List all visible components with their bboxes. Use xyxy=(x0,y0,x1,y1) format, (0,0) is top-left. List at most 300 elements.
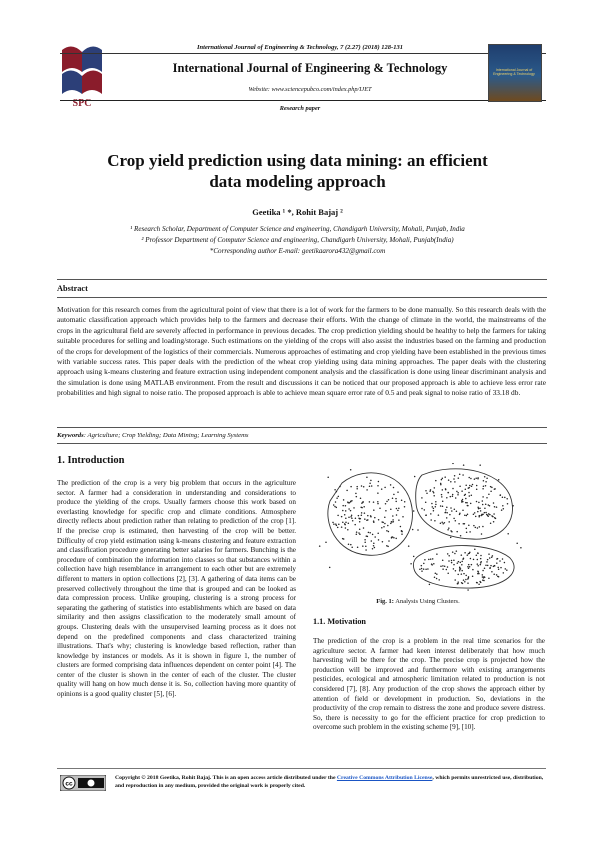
cluster-point xyxy=(432,491,434,493)
journal-website[interactable]: Website: www.sciencepubco.com/index.php/IJET xyxy=(248,86,372,93)
header-divider xyxy=(60,53,546,54)
cluster-point xyxy=(356,534,358,536)
cluster-point xyxy=(453,560,455,562)
author-list: Geetika ¹ *, Rohit Bajaj ² xyxy=(252,207,343,217)
outlier-point xyxy=(350,469,352,471)
cluster-point xyxy=(448,527,450,529)
cluster-point xyxy=(498,576,500,578)
keywords-list: : Agriculture; Crop Yielding; Data Mining; Learning Systems xyxy=(83,432,249,439)
cluster-point xyxy=(475,477,477,479)
cluster-point xyxy=(430,513,432,515)
cluster-point xyxy=(483,580,485,582)
cluster-point xyxy=(459,473,461,475)
cluster-point xyxy=(471,495,473,497)
cluster-point xyxy=(369,501,371,503)
cluster-point xyxy=(461,561,463,563)
cluster-point xyxy=(347,501,349,503)
outlier-point xyxy=(499,494,501,496)
cluster-point xyxy=(453,478,455,480)
cluster-point xyxy=(366,519,368,521)
outlier-point xyxy=(336,491,338,493)
cluster-point xyxy=(369,532,371,534)
cluster-point xyxy=(507,503,509,505)
cluster-point xyxy=(404,501,406,503)
cluster-point xyxy=(451,560,453,562)
cluster-point xyxy=(475,527,477,529)
outlier-point xyxy=(339,486,341,488)
cluster-point xyxy=(404,506,406,508)
outlier-point xyxy=(459,568,461,570)
cluster-point xyxy=(452,496,454,498)
cluster-point xyxy=(471,485,473,487)
affiliation-2: ² Professor Department of Computer Science and engineering, Chandigarh University, Mohali, Punjab(India) xyxy=(141,236,454,244)
cluster-point xyxy=(453,568,455,570)
outlier-point xyxy=(329,567,331,569)
keywords xyxy=(57,432,546,439)
cluster-point xyxy=(441,479,443,481)
cluster-point xyxy=(496,506,498,508)
cluster-point xyxy=(457,574,459,576)
cluster-point xyxy=(489,505,491,507)
cluster-point xyxy=(441,496,443,498)
cluster-point xyxy=(494,506,496,508)
footer-divider xyxy=(57,768,546,769)
cluster-point xyxy=(499,560,501,562)
title-line-2: data modeling approach xyxy=(209,172,386,191)
cluster-point xyxy=(472,484,474,486)
cluster-point xyxy=(348,522,350,524)
cluster-point xyxy=(446,497,448,499)
cluster-point xyxy=(357,546,359,548)
cluster-point xyxy=(436,573,438,575)
cluster-point xyxy=(401,499,403,501)
outlier-point xyxy=(478,583,480,585)
cluster-point xyxy=(397,510,399,512)
cluster-point xyxy=(364,541,366,543)
cluster-point xyxy=(467,505,469,507)
cluster-point xyxy=(449,514,451,516)
cluster-point xyxy=(398,508,400,510)
cluster-point xyxy=(461,564,463,566)
cluster-point xyxy=(464,581,466,583)
cluster-point xyxy=(419,569,421,571)
cluster-point xyxy=(454,508,456,510)
cluster-point xyxy=(377,485,379,487)
cluster-point xyxy=(445,509,447,511)
cluster-point xyxy=(392,519,394,521)
cluster-point xyxy=(390,523,392,525)
cluster-point xyxy=(489,567,491,569)
cluster-point xyxy=(366,535,368,537)
cluster-point xyxy=(440,522,442,524)
cluster-point xyxy=(362,501,364,503)
cluster-point xyxy=(482,504,484,506)
cluster-point xyxy=(456,531,458,533)
cluster-point xyxy=(387,546,389,548)
cluster-point xyxy=(332,522,334,524)
svg-text:cc: cc xyxy=(65,780,73,788)
affiliation-1: ¹ Research Scholar, Department of Computer Science and engineering, Chandigarh University, Mohali, Punjab, India xyxy=(130,225,465,233)
cluster-point xyxy=(496,562,498,564)
cluster-point xyxy=(421,565,423,567)
cluster-point xyxy=(440,566,442,568)
cluster-point xyxy=(359,521,361,523)
cluster-point xyxy=(465,575,467,577)
article-title xyxy=(80,150,515,192)
cluster-point xyxy=(424,559,426,561)
outlier-point xyxy=(476,582,478,584)
cluster-point xyxy=(341,526,343,528)
cluster-point xyxy=(490,565,492,567)
cluster-point xyxy=(492,555,494,557)
license-link[interactable]: Creative Commons Attribution License xyxy=(336,775,433,781)
cluster-point xyxy=(484,512,486,513)
cluster-point xyxy=(467,554,469,556)
cluster-point xyxy=(355,518,357,520)
cluster-point xyxy=(344,524,346,526)
cluster-point xyxy=(492,516,494,518)
cluster-point xyxy=(493,513,495,515)
cluster-point xyxy=(488,578,490,580)
cluster-point xyxy=(452,488,454,490)
cluster-point xyxy=(351,500,353,502)
cluster-point xyxy=(442,565,444,567)
outlier-point xyxy=(469,485,471,487)
cluster-point xyxy=(476,501,478,503)
abstract-bottom-rule xyxy=(57,427,547,428)
cluster-point xyxy=(423,563,425,565)
cluster-point xyxy=(477,527,479,529)
section-heading-motivation: 1.1. Motivation xyxy=(313,617,366,626)
cluster-point xyxy=(351,517,353,519)
outlier-point xyxy=(460,535,462,537)
cluster-point xyxy=(396,508,398,510)
cluster-point xyxy=(455,497,457,499)
outlier-point xyxy=(408,545,410,547)
outlier-point xyxy=(474,548,476,550)
corresponding-author: *Corresponding author E-mail: geetikaarora432@gmail.com xyxy=(209,247,386,255)
cluster-point xyxy=(505,568,507,570)
cluster-point xyxy=(426,492,428,494)
cluster-point xyxy=(361,502,363,504)
cluster-point xyxy=(348,516,350,518)
cluster-point xyxy=(458,523,460,525)
logo-text: SPC xyxy=(72,98,92,108)
cluster-point xyxy=(473,514,475,516)
cluster-point xyxy=(459,566,461,568)
cluster-point xyxy=(455,570,457,572)
cluster-point xyxy=(355,493,357,495)
cluster-point xyxy=(395,501,397,503)
cluster-point xyxy=(396,514,398,516)
cluster-point xyxy=(484,568,486,570)
outlier-point xyxy=(325,542,327,544)
cluster-point xyxy=(353,507,355,509)
cluster-point xyxy=(500,567,502,569)
keywords-rule xyxy=(57,443,547,444)
cluster-point xyxy=(494,565,496,567)
cluster-point xyxy=(372,548,374,550)
outlier-point xyxy=(479,464,481,466)
cluster-point xyxy=(466,515,468,517)
cluster-point xyxy=(458,561,460,563)
cluster-point xyxy=(436,553,438,555)
cluster-point xyxy=(497,567,499,569)
cluster-point xyxy=(487,559,489,561)
cluster-point xyxy=(462,509,464,511)
cluster-point xyxy=(448,560,450,562)
cluster-point xyxy=(424,509,426,511)
cluster-point xyxy=(479,515,481,517)
cluster-point xyxy=(451,510,453,512)
cluster-point xyxy=(450,496,452,498)
cluster-point xyxy=(343,499,345,501)
cluster-point xyxy=(446,512,448,514)
cluster-point xyxy=(487,514,489,516)
cluster-point xyxy=(470,558,472,560)
cluster-point xyxy=(393,537,395,539)
cluster-point xyxy=(390,484,392,486)
cluster-point xyxy=(438,514,440,516)
cluster-point xyxy=(333,504,335,506)
cluster-point xyxy=(486,478,488,480)
cluster-point xyxy=(336,525,338,527)
cluster-point xyxy=(342,510,344,512)
cluster-point xyxy=(381,521,383,523)
cluster-point xyxy=(466,502,468,504)
cluster-point xyxy=(350,544,352,546)
cluster-point xyxy=(347,529,349,531)
cluster-point xyxy=(493,521,495,523)
cluster-point xyxy=(469,551,471,553)
cluster-point xyxy=(360,497,362,499)
cluster-point xyxy=(371,540,373,542)
cluster-point xyxy=(385,510,387,512)
cluster-point xyxy=(351,514,353,516)
cluster-point xyxy=(478,508,480,510)
cluster-point xyxy=(448,479,450,481)
cluster-point xyxy=(435,501,437,503)
cluster-point xyxy=(425,568,427,570)
cluster-point xyxy=(440,483,442,485)
cluster-point xyxy=(384,487,386,489)
cluster-point xyxy=(464,523,466,525)
cluster-point xyxy=(435,504,437,506)
cluster-point xyxy=(373,543,375,545)
cluster-point xyxy=(488,494,490,496)
outlier-point xyxy=(467,589,469,591)
cluster-point xyxy=(470,478,472,480)
cluster-point xyxy=(473,525,475,527)
cluster-point xyxy=(491,571,493,573)
cluster-point xyxy=(354,524,356,526)
cluster-point xyxy=(470,503,472,505)
cluster-point xyxy=(468,492,470,494)
cluster-point xyxy=(430,558,432,560)
cluster-point xyxy=(447,492,449,494)
outlier-point xyxy=(410,563,412,565)
outlier-point xyxy=(412,529,414,531)
outlier-point xyxy=(336,497,338,499)
cluster-point xyxy=(488,553,490,555)
cluster-point xyxy=(465,485,467,487)
cluster-point xyxy=(373,520,375,522)
cluster-point xyxy=(464,514,466,516)
cluster-point xyxy=(359,534,361,536)
cluster-point xyxy=(465,494,467,496)
cluster-point xyxy=(503,508,505,510)
cluster-point xyxy=(477,507,479,509)
cluster-point xyxy=(395,498,397,500)
cluster-point xyxy=(472,569,474,571)
cluster-point xyxy=(445,488,447,490)
paper-type: Research paper xyxy=(279,105,321,112)
cluster-point xyxy=(496,574,498,576)
cluster-point xyxy=(476,554,478,556)
cluster-point xyxy=(358,532,360,534)
cluster-point xyxy=(356,486,358,488)
cluster-point xyxy=(381,527,383,529)
cluster-point xyxy=(362,545,364,547)
cluster-point xyxy=(454,553,456,555)
cluster-point xyxy=(377,503,379,505)
cluster-point xyxy=(446,569,448,571)
cluster-point xyxy=(490,486,492,488)
cluster-point xyxy=(466,531,468,533)
outlier-point xyxy=(334,489,336,491)
cluster-point xyxy=(429,490,431,492)
cluster-point xyxy=(401,533,403,535)
cluster-point xyxy=(459,570,461,572)
cluster-point xyxy=(468,564,470,566)
cluster-point xyxy=(477,559,479,561)
cluster-point xyxy=(495,518,497,520)
cluster-point xyxy=(446,506,448,508)
cluster-point xyxy=(452,551,454,553)
cluster-point xyxy=(442,523,444,525)
motivation-text: The prediction of the crop is a problem in the real time scenarios for the agriculture sector. A farmer had keen interest deliberately that how much harvesting will be there for the crop. The precise crop is projected how the production will be improved and furthermore with existing arrangements pesticides, ecological and atmospheric limitation related to production is not considered [7], [8]. Any production of the crop shows the approach either by attention of field or development in production. So, deviations in the productivity of the crop remain to distress the zone and produce severe distress. So, there is necessity to go for the efficient practice for crop prediction to overcome such problem in the existing scheme [9], [10]. xyxy=(313,637,545,732)
journal-title: International Journal of Engineering & Technology xyxy=(172,61,448,75)
cluster-point xyxy=(479,507,481,509)
cluster-point xyxy=(436,578,438,580)
copyright-text: Copyright © 2018 Geetika, Rohit Bajaj. This is an open access article distributed under the xyxy=(115,775,337,781)
cluster-point xyxy=(485,485,487,487)
cluster-point xyxy=(468,525,470,527)
cluster-point xyxy=(363,506,365,508)
cluster-point xyxy=(457,581,459,583)
cluster-point xyxy=(498,569,500,571)
cluster-point xyxy=(442,489,444,491)
cluster-point xyxy=(474,478,476,480)
cluster-point xyxy=(369,482,371,484)
cluster-point xyxy=(480,510,482,512)
cluster-point xyxy=(421,568,423,570)
cluster-point xyxy=(474,512,476,514)
cluster-point xyxy=(472,575,474,577)
abstract-heading: Abstract xyxy=(57,284,88,293)
cluster-point xyxy=(388,499,390,501)
cluster-point xyxy=(378,481,380,483)
cluster-point xyxy=(482,526,484,528)
cluster-points xyxy=(319,463,522,591)
cluster-point xyxy=(350,486,352,488)
cluster-point xyxy=(484,476,486,478)
cluster-point xyxy=(336,507,338,509)
cluster-point xyxy=(484,508,486,510)
cluster-point xyxy=(465,489,467,491)
outlier-point xyxy=(414,476,416,478)
cluster-point xyxy=(487,565,489,567)
cluster-point xyxy=(485,481,487,483)
cluster-point xyxy=(444,476,446,478)
cluster-point xyxy=(384,516,386,518)
outlier-point xyxy=(434,487,436,489)
cluster-point xyxy=(432,558,434,560)
figure-caption xyxy=(312,598,524,605)
cluster-point xyxy=(491,556,493,558)
outlier-point xyxy=(366,477,368,479)
cluster-point xyxy=(358,515,360,517)
cluster-point xyxy=(476,489,478,491)
cluster-point xyxy=(348,508,350,510)
cluster-point xyxy=(379,507,381,509)
outlier-point xyxy=(417,529,419,531)
cluster-point xyxy=(377,533,379,535)
cluster-point xyxy=(421,570,423,572)
cluster-point xyxy=(425,515,427,517)
cluster-point xyxy=(453,564,455,566)
cluster-point xyxy=(384,523,386,525)
cluster-point xyxy=(345,527,347,529)
cluster-point xyxy=(395,538,397,540)
cluster-point xyxy=(468,487,470,489)
cluster-point xyxy=(427,568,429,570)
outlier-point xyxy=(480,558,482,560)
cluster-point xyxy=(387,525,389,527)
cluster-point xyxy=(367,515,369,517)
cluster-point xyxy=(469,566,471,568)
cluster-point xyxy=(365,546,367,548)
cluster-point xyxy=(502,505,504,507)
cluster-point xyxy=(363,527,365,529)
outlier-point xyxy=(516,543,518,545)
cluster-point xyxy=(377,501,379,503)
cluster-point xyxy=(373,509,375,511)
outlier-point xyxy=(351,547,353,549)
cluster-point xyxy=(504,497,506,499)
cluster-point xyxy=(477,553,479,555)
cluster-point xyxy=(365,549,367,551)
cluster-point xyxy=(374,547,376,549)
cluster-point xyxy=(374,517,376,519)
header-divider-thick xyxy=(60,100,546,101)
introduction-text: The prediction of the crop is a very big problem that occurs in the agriculture sector. A farmer had a consideration in understanding and considerations to produce the yielding of the crops. Usually farmers choose this work based on everlasting knowledge for specific crop and climate conditions. Atmosphere directly reflects about prediction rather than relating to prediction of the crop [1]. If the precise crop is estimated, then harvesting of the crop will be better. Difficulty of crop yield estimation using k-means clustering and feature extraction and classification procedure generating better salaries for farmers. Bunching is the procedure of combination the information into classes so that substances within a collection have high resemblance in arrangement to each other but are extremely different to matters in option collections [2], [3]. A gathering of data items can be preserved collectively throughout the time that is grouped and can be looked as data compression process. Unlike grouping, clustering is a strong process for separating the gathering of statistics into establishments which are based on data similarity and then assigns classification to the moderately small amount of groups. Clustering deals with the unsupervised learning process as it does not depend on the predefined components and class characterized training illustrations. That's why; clustering is knowledge based reflection, rather than knowledge by instances or models. As it is shown in figure 1, the number of clusters are formed comprising data influences dependent on center point [4]. The center of the cluster is shown in the center of each of the cluster. The cluster quality will hang on how much dense it is. So, collection having more quantity of opinions is a good quality cluster [5], [6]. xyxy=(57,479,296,699)
cluster-point xyxy=(341,516,343,518)
cluster-point xyxy=(482,570,484,572)
cluster-point xyxy=(506,498,508,500)
cluster-point xyxy=(465,579,467,581)
cluster-point xyxy=(370,516,372,518)
cluster-point xyxy=(480,564,482,566)
cluster-point xyxy=(489,557,491,559)
cluster-point xyxy=(452,494,454,496)
cluster-point xyxy=(435,480,437,482)
cluster-point xyxy=(480,555,482,557)
journal-cover-text: International Journal of Engineering & Technology xyxy=(493,68,535,76)
cluster-point xyxy=(333,523,335,525)
cluster-point xyxy=(457,494,459,496)
cluster-point xyxy=(485,504,487,506)
